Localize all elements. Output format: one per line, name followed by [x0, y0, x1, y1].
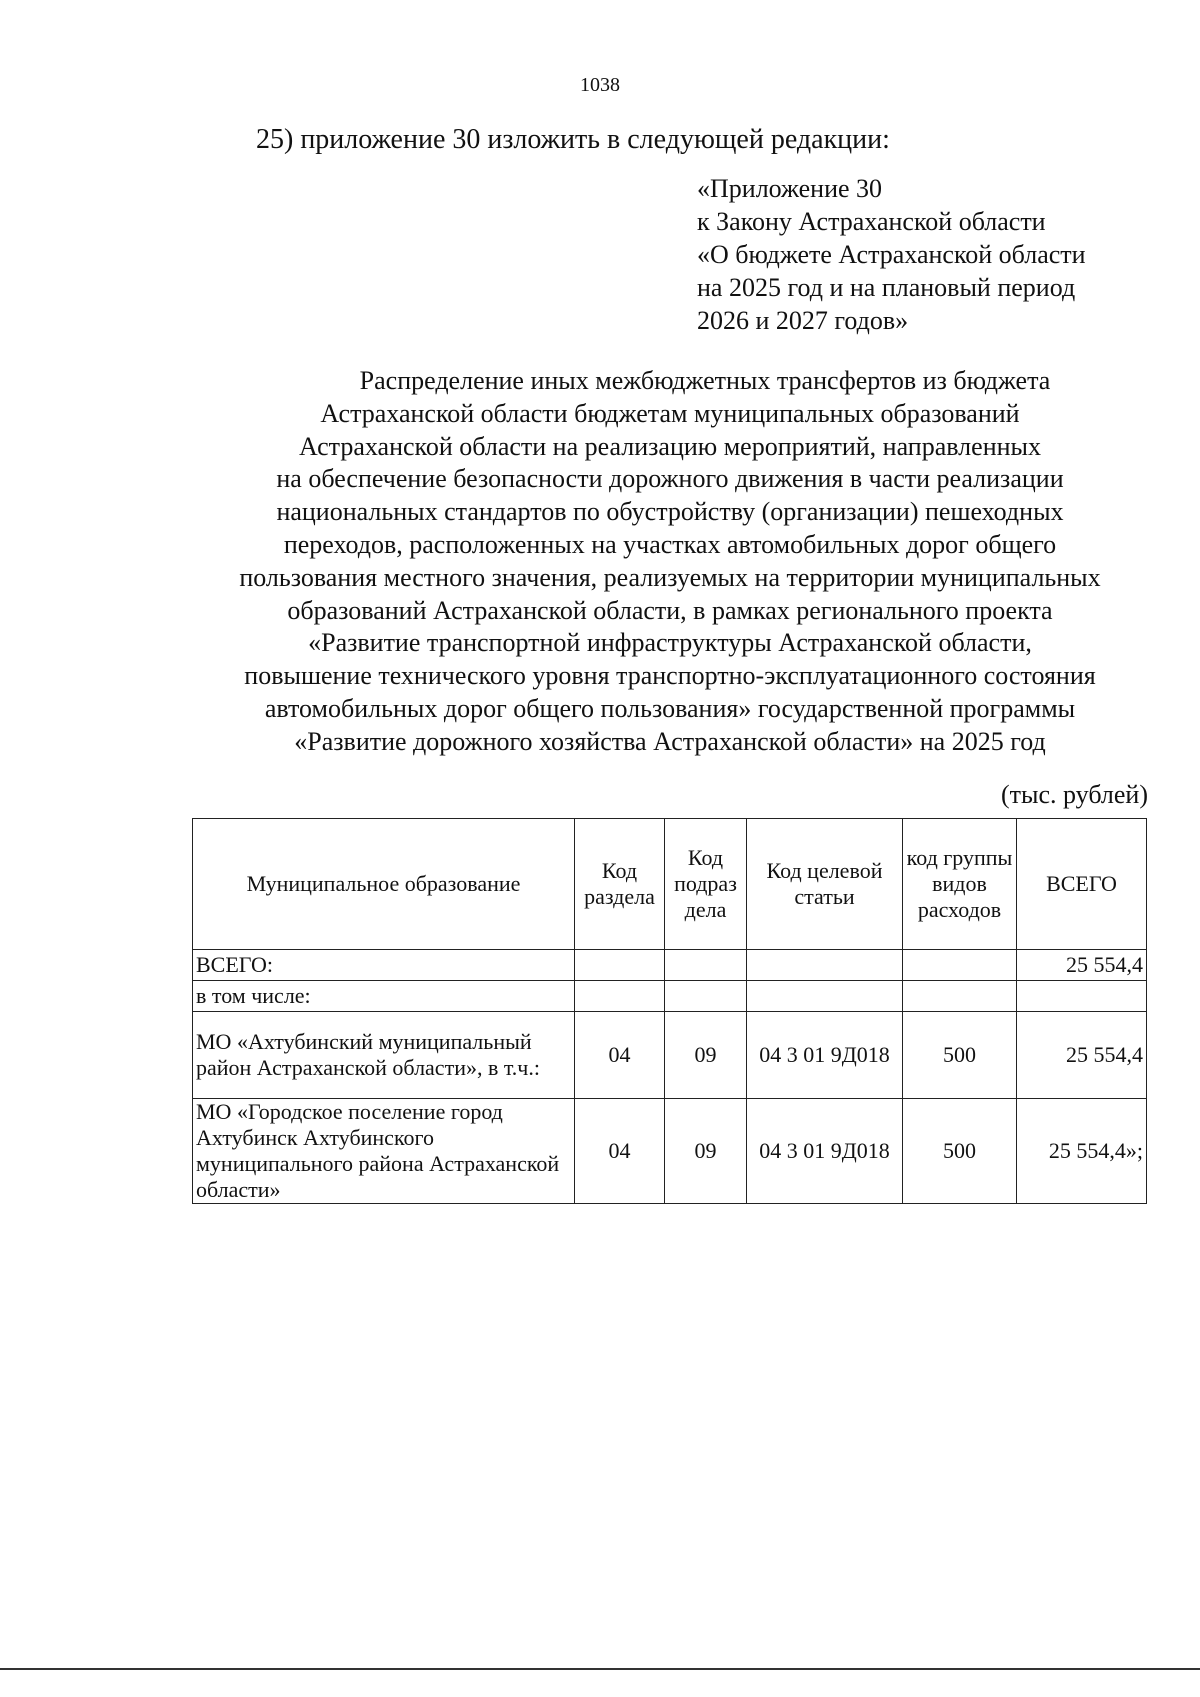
table-row [193, 950, 1147, 981]
title-line: образований Астраханской области, в рамках регионального проекта [287, 595, 1053, 625]
cell-municipality: в том числе: [193, 981, 575, 1012]
title-line: «Развитие дорожного хозяйства Астраханской области» на 2025 год [294, 726, 1046, 756]
title-line: «Развитие транспортной инфраструктуры Астраханской области, [308, 628, 1032, 658]
appendix-ref-line: 2026 и 2027 годов» [697, 306, 909, 335]
title-line: пользования местного значения, реализуемых на территории муниципальных [239, 562, 1101, 592]
cell-municipality: ВСЕГО: [193, 950, 575, 981]
title-line: переходов, расположенных на участках автомобильных дорог общего [283, 529, 1057, 559]
title-line: автомобильных дорог общего пользования» государственной программы [264, 693, 1076, 723]
transfers-table [192, 818, 1147, 1204]
cell-section-code: 04 [575, 1099, 665, 1204]
table-row [193, 1099, 1147, 1204]
bottom-rule [0, 1668, 1200, 1670]
cell-target-item-code: 04 3 01 9Д018 [747, 1099, 903, 1204]
cell-subsection-code [665, 950, 747, 981]
table-row [193, 1012, 1147, 1099]
document-title [180, 365, 1160, 759]
title-line: Астраханской области бюджетам муниципальных образований [320, 398, 1020, 428]
table-row [193, 981, 1147, 1012]
appendix-ref-line: «Приложение 30 [697, 174, 883, 203]
page-number: 1038 [580, 74, 620, 96]
cell-total: 25 554,4»; [1017, 1099, 1147, 1204]
cell-total: 25 554,4 [1017, 1012, 1147, 1099]
amendment-instruction: 25) приложение 30 изложить в следующей редакции: [256, 124, 890, 155]
header-target-item-code: Код целевой статьи [747, 819, 903, 950]
header-expense-group-code: код группы видов расходов [903, 819, 1017, 950]
header-total: ВСЕГО [1017, 819, 1147, 950]
appendix-ref-line: на 2025 год и на плановый период [697, 273, 1076, 302]
title-line: повышение технического уровня транспортно-эксплуатационного состояния [244, 661, 1096, 691]
title-line: Астраханской области на реализацию мероприятий, направленных [299, 431, 1041, 461]
header-section-code: Код раздела [575, 819, 665, 950]
header-subsection-code: Код подраз дела [665, 819, 747, 950]
cell-subsection-code [665, 981, 747, 1012]
cell-section-code [575, 981, 665, 1012]
title-line: Распределение иных межбюджетных трансфертов из бюджета [359, 366, 1051, 395]
cell-expense-group-code [903, 950, 1017, 981]
cell-total [1017, 981, 1147, 1012]
cell-section-code [575, 950, 665, 981]
cell-section-code: 04 [575, 1012, 665, 1099]
appendix-reference [697, 172, 1086, 337]
cell-subsection-code: 09 [665, 1012, 747, 1099]
cell-expense-group-code: 500 [903, 1012, 1017, 1099]
appendix-ref-line: к Закону Астраханской области [697, 207, 1046, 236]
cell-expense-group-code: 500 [903, 1099, 1017, 1204]
cell-target-item-code: 04 3 01 9Д018 [747, 1012, 903, 1099]
title-line: на обеспечение безопасности дорожного движения в части реализации [276, 464, 1064, 494]
cell-target-item-code [747, 950, 903, 981]
cell-total: 25 554,4 [1017, 950, 1147, 981]
header-municipality: Муниципальное образование [193, 819, 575, 950]
cell-expense-group-code [903, 981, 1017, 1012]
units-label: (тыс. рублей) [1000, 780, 1148, 809]
cell-subsection-code: 09 [665, 1099, 747, 1204]
cell-target-item-code [747, 981, 903, 1012]
title-line: национальных стандартов по обустройству (организации) пешеходных [276, 497, 1064, 527]
cell-municipality: МО «Ахтубинский муниципальный район Астраханской области», в т.ч.: [193, 1012, 575, 1099]
cell-municipality: МО «Городское поселение город Ахтубинск Ахтубинского муниципального района Астраханской области» [193, 1099, 575, 1204]
table-header-row [193, 819, 1147, 950]
appendix-ref-line: «О бюджете Астраханской области [697, 240, 1086, 269]
